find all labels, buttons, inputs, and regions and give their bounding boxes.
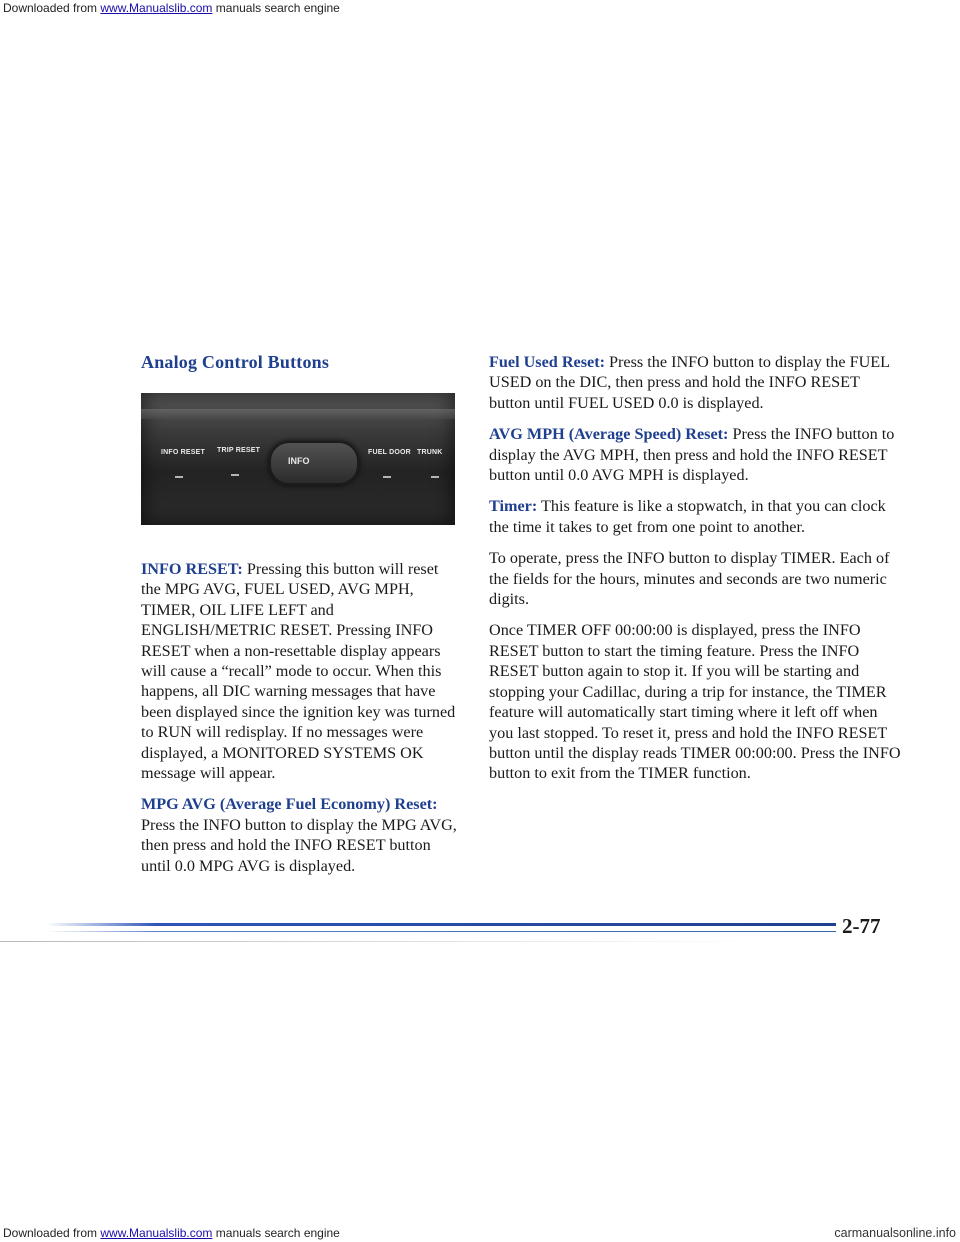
banner-prefix: Downloaded from bbox=[3, 1226, 101, 1240]
timer-paragraph bbox=[489, 496, 901, 537]
control-buttons-photo bbox=[141, 393, 455, 525]
info-reset-button-label: INFO RESET bbox=[161, 449, 206, 456]
paragraph-lead: AVG MPH (Average Speed) Reset: bbox=[489, 425, 729, 444]
trunk-button-label: TRUNK bbox=[417, 449, 443, 456]
section-heading: Analog Control Buttons bbox=[141, 352, 330, 372]
page-number: 2-77 bbox=[842, 914, 881, 938]
button-indicator bbox=[175, 476, 183, 478]
button-indicator bbox=[231, 474, 239, 476]
footer-rule bbox=[46, 923, 836, 926]
banner-prefix: Downloaded from bbox=[3, 1, 101, 15]
source-banner bbox=[0, 0, 343, 16]
fuel-used-reset-paragraph bbox=[489, 352, 901, 413]
paragraph-text: Pressing this button will reset the MPG AVG, FUEL USED, AVG MPH, TIMER, OIL LIFE LEFT and ENGLISH/METRIC RESET. Pressing INFO RESET when a non-resettable display appears will cause a “recall” mode to occur. When this happens, all DIC warning messages that have been displayed since the ignition key was turned to RUN will redisplay. If no messages were displayed, a MONITORED SYSTEMS OK message will appear. bbox=[141, 560, 456, 783]
paragraph-text: Press the INFO button to display the AVG MPH, then press and hold the INFO RESET button until 0.0 AVG MPH is displayed. bbox=[489, 425, 895, 485]
button-indicator bbox=[431, 476, 439, 478]
mpg-avg-reset-paragraph bbox=[141, 794, 459, 876]
footer-rule-thin bbox=[46, 931, 836, 932]
panel-ridge bbox=[141, 409, 455, 419]
button-indicator bbox=[383, 476, 391, 478]
paragraph-lead: Fuel Used Reset: bbox=[489, 353, 605, 371]
banner-suffix: manuals search engine bbox=[212, 1, 340, 15]
banner-suffix: manuals search engine bbox=[212, 1226, 340, 1240]
timer-operate-paragraph bbox=[489, 548, 901, 609]
avg-mph-reset-paragraph bbox=[489, 424, 901, 485]
fuel-door-button-label: FUEL DOOR bbox=[368, 449, 411, 456]
paragraph-text: Press the INFO button to display the FUEL USED on the DIC, then press and hold the INFO RESET button until FUEL USED 0.0 is displayed. bbox=[489, 353, 890, 412]
bottom-source-text bbox=[3, 1226, 340, 1240]
watermark: carmanualsonline.info bbox=[834, 1226, 956, 1240]
info-reset-paragraph bbox=[141, 559, 459, 783]
paragraph-lead: MPG AVG (Average Fuel Economy) Reset: bbox=[141, 795, 438, 814]
paragraph-text: Once TIMER OFF 00:00:00 is displayed, press the INFO RESET button to start the timing feature. Press the INFO RESET button again to stop it. If you will be starting and stopping your Cadillac, during a trip for instance, the TIMER feature will automatically start timing where it left off when you last stopped. To reset it, press and hold the INFO RESET button until the display reads TIMER 00:00:00. Press the INFO button to exit from the TIMER function. bbox=[489, 621, 901, 783]
paragraph-text: Press the INFO button to display the MPG AVG, then press and hold the INFO RESET button until 0.0 MPG AVG is displayed. bbox=[141, 815, 457, 875]
paragraph-lead: Timer: bbox=[489, 497, 538, 516]
right-column bbox=[489, 352, 901, 795]
scan-edge-line bbox=[0, 941, 760, 942]
info-button-photo bbox=[269, 441, 359, 485]
paragraph-text: This feature is like a stopwatch, in that you can clock the time it takes to get from one point to another. bbox=[489, 497, 886, 536]
paragraph-text: To operate, press the INFO button to display TIMER. Each of the fields for the hours, minutes and seconds are two numeric digits. bbox=[489, 549, 890, 609]
left-column bbox=[141, 352, 459, 887]
paragraph-lead: INFO RESET: bbox=[141, 560, 243, 578]
info-button-label: INFO bbox=[288, 456, 310, 466]
trip-reset-button-label: TRIP RESET bbox=[217, 447, 261, 454]
manualslib-link[interactable]: www.Manualslib.com bbox=[100, 1226, 213, 1240]
manualslib-link[interactable]: www.Manualslib.com bbox=[100, 1, 213, 15]
timer-usage-paragraph bbox=[489, 620, 901, 783]
